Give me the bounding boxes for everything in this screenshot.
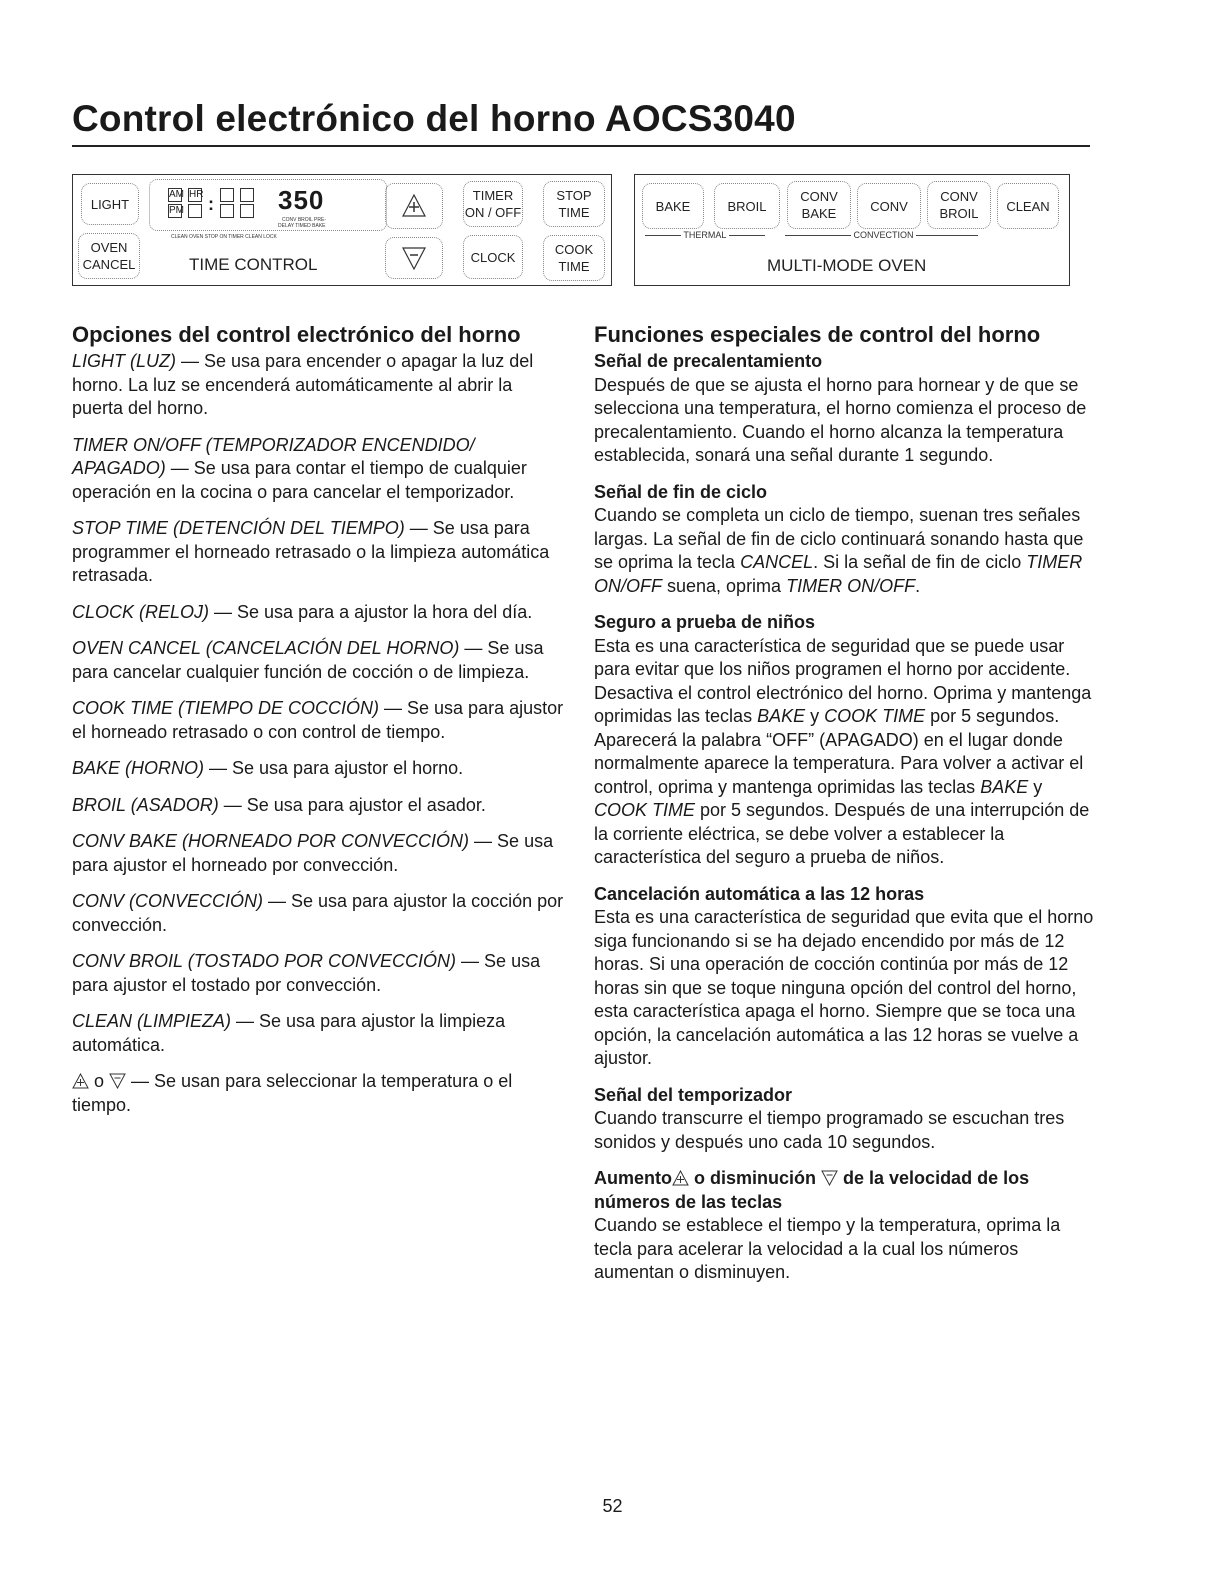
timer-on-off-button[interactable] <box>463 181 523 227</box>
option-conv: CONV (CONVECCIÓN) — Se usa para ajustor la cocción por convección. <box>72 891 564 935</box>
down-arrow-icon <box>821 1170 838 1186</box>
display-labels-row2: DELAY TIMED BAKE <box>278 223 326 229</box>
title-rule <box>72 145 1090 147</box>
auto-cancel-title: Cancelación automática a las 12 horas <box>594 883 925 904</box>
conv-broil-bottom-label: BROIL <box>939 206 979 221</box>
option-conv-broil: CONV BROIL (TOSTADO POR CONVECCIÓN) — Se usa para ajustor el tostado por convección. <box>72 951 541 995</box>
multi-mode-oven-caption: MULTI-MODE OVEN <box>767 256 927 275</box>
right-heading: Funciones especiales de control del horno <box>594 322 1041 347</box>
conv-broil-button[interactable] <box>927 181 991 229</box>
on-off-label: ON / OFF <box>464 205 522 220</box>
am-indicator: AM <box>169 189 184 200</box>
option-arrows: o — Se usan para seleccionar la temperatura o el tiempo. <box>72 1071 513 1115</box>
up-arrow-icon <box>672 1170 689 1186</box>
time-control-caption: TIME CONTROL <box>189 255 318 274</box>
child-lock-text: Esta es una característica de seguridad que se puede usar para evitar que los niños programen el horno por accidente. Desactiva el control electrónico del horno. Oprima y mantenga oprimidas las teclas BAKE y COOK TIME por 5 segundos. Aparecerá la palabra “OFF” (APAGADO) en el lugar donde normalmente aparece la temperatura. Para volver a activar el control, oprima y mantenga oprimidas las teclas BAKE y COOK TIME por 5 segundos. Después de una interrupción de la corriente eléctrica, se debe volver a establecer la característica del seguro a prueba de niños. <box>594 635 1092 867</box>
child-lock-title: Seguro a prueba de niños <box>594 612 816 632</box>
temp-down-button[interactable] <box>385 237 443 279</box>
end-cycle-text: Cuando se completa un ciclo de tiempo, suenan tres señales largas. La señal de fin de ciclo continuará sonando hasta que se oprima la tecla CANCEL. Si la señal de fin de ciclo TIMER ON/OFF suena, oprima TIMER ON/OFF. <box>594 505 1084 596</box>
digital-display <box>149 179 387 231</box>
timer-signal-title: Señal del temporizador <box>594 1084 793 1105</box>
light-label: LIGHT <box>90 196 130 212</box>
hour-digit <box>188 204 202 218</box>
clean-button[interactable] <box>997 183 1059 229</box>
oven-cancel-button[interactable] <box>78 233 140 279</box>
conv-broil-top-label: CONV <box>940 189 978 204</box>
option-clock: CLOCK (RELOJ) — Se usa para a ajustor la hora del día. <box>72 601 533 622</box>
right-column <box>594 322 1094 1298</box>
option-cook-time: COOK TIME (TIEMPO DE COCCIÓN) — Se usa para ajustor el horneado retrasado o con control de tiempo. <box>72 698 564 742</box>
stop-time-label: TIME <box>558 205 590 220</box>
temperature-readout: 350 <box>278 185 325 215</box>
auto-cancel-text: Esta es una característica de seguridad que evita que el horno siga funcionando si se ha dejado encendido por más de 12 horas. Si una operación de cocción continúa por más de 12 horas sin que se toque ninguna opción del control del horno, esta característica apaga el horno. Siempre que se toca una opción, la cancelación automática a las 12 horas se vuelve a ajustor. <box>594 907 1094 1068</box>
conv-bake-top-label: CONV <box>800 189 838 204</box>
conv-bake-button[interactable] <box>787 181 851 229</box>
display-colon: : <box>208 194 214 214</box>
display-labels-row3: CLEAN OVEN STOP ON TIMER CLEAN LOCK <box>171 234 277 240</box>
preheat-signal-text: Después de que se ajusta el horno para hornear y de que se selecciona una temperatura, el horno comienza el proceso de precalentamiento. Cuando el horno alcanza la temperatura establecida, sonará una señal durante 1 segundo. <box>594 374 1087 465</box>
speed-title: Aumento o disminución de la velocidad de los números de las teclas <box>594 1168 1030 1212</box>
light-button[interactable] <box>81 183 139 225</box>
speed-text: Cuando se establece el tiempo y la temperatura, oprima la tecla para acelerar la velocidad a la cual los números aumentan o disminuyen. <box>594 1215 1061 1282</box>
left-heading: Opciones del control electrónico del horno <box>72 322 521 347</box>
minute-digit-1-top <box>220 188 234 202</box>
option-light: LIGHT (LUZ) — Se usa para encender o apagar la luz del horno. La luz se encenderá automáticamente al abrir la puerta del horno. <box>72 351 534 418</box>
end-cycle-title: Señal de fin de ciclo <box>594 481 768 502</box>
bake-button[interactable] <box>642 183 704 229</box>
broil-label: BROIL <box>727 198 767 214</box>
thermal-label: THERMAL <box>683 230 727 240</box>
down-arrow-icon <box>109 1073 126 1089</box>
up-arrow-icon <box>72 1073 89 1089</box>
option-stop-time: STOP TIME (DETENCIÓN DEL TIEMPO) — Se usa para programmer el horneado retrasado o la limpieza automática retrasada. <box>72 518 550 585</box>
stop-label: STOP <box>556 188 592 203</box>
minute-digit-1-bottom <box>220 204 234 218</box>
multi-mode-oven-panel <box>634 174 1070 286</box>
option-bake: BAKE (HORNO) — Se usa para ajustor el horno. <box>72 758 464 778</box>
timer-signal-text: Cuando transcurre el tiempo programado se escuchan tres sonidos y después uno cada 10 segundos. <box>594 1108 1065 1152</box>
conv-label: CONV <box>870 198 908 214</box>
option-conv-bake: CONV BAKE (HORNEADO POR CONVECCIÓN) — Se usa para ajustor el horneado por convección. <box>72 831 554 875</box>
clean-label: CLEAN <box>1006 198 1050 214</box>
cook-time-label: TIME <box>558 259 590 274</box>
preheat-signal-title: Señal de precalentamiento <box>594 351 823 371</box>
clock-label: CLOCK <box>470 249 516 265</box>
clock-button[interactable] <box>463 235 523 279</box>
cancel-label: CANCEL <box>82 257 136 272</box>
option-timer: TIMER ON/OFF (TEMPORIZADOR ENCENDIDO/ APAGADO) — Se usa para contar el tiempo de cualquier operación en la cocina o para cancelar el temporizador. <box>72 434 527 502</box>
broil-button[interactable] <box>714 183 780 229</box>
left-column <box>72 322 564 1130</box>
bake-label: BAKE <box>655 198 691 214</box>
stop-time-button[interactable] <box>543 181 605 227</box>
hr-indicator: HR <box>189 189 204 200</box>
cook-time-button[interactable] <box>543 235 605 281</box>
triangle-up-icon <box>401 193 427 219</box>
option-clean: CLEAN (LIMPIEZA) — Se usa para ajustor la limpieza automática. <box>72 1011 506 1055</box>
time-control-panel <box>72 174 612 286</box>
minute-digit-2-bottom <box>240 204 254 218</box>
page-title: Control electrónico del horno AOCS3040 <box>72 98 796 139</box>
conv-button[interactable] <box>857 183 921 229</box>
cook-label: COOK <box>554 242 594 257</box>
temp-up-button[interactable] <box>385 183 443 229</box>
option-broil: BROIL (ASADOR) — Se usa para ajustor el asador. <box>72 794 486 815</box>
display-labels-row1: CONV BROIL PRE- <box>282 217 326 223</box>
option-oven-cancel: OVEN CANCEL (CANCELACIÓN DEL HORNO) — Se usa para cancelar cualquier función de cocción o de limpieza. <box>72 638 544 682</box>
convection-label: CONVECTION <box>853 230 914 240</box>
conv-bake-bottom-label: BAKE <box>801 206 837 221</box>
oven-label: OVEN <box>90 240 128 255</box>
convection-group-label <box>785 230 978 240</box>
page-number: 52 <box>602 1496 623 1516</box>
timer-label: TIMER <box>472 188 514 203</box>
pm-indicator: PM <box>169 205 184 216</box>
thermal-group-label <box>645 230 765 240</box>
triangle-down-icon <box>401 245 427 271</box>
minute-digit-2-top <box>240 188 254 202</box>
